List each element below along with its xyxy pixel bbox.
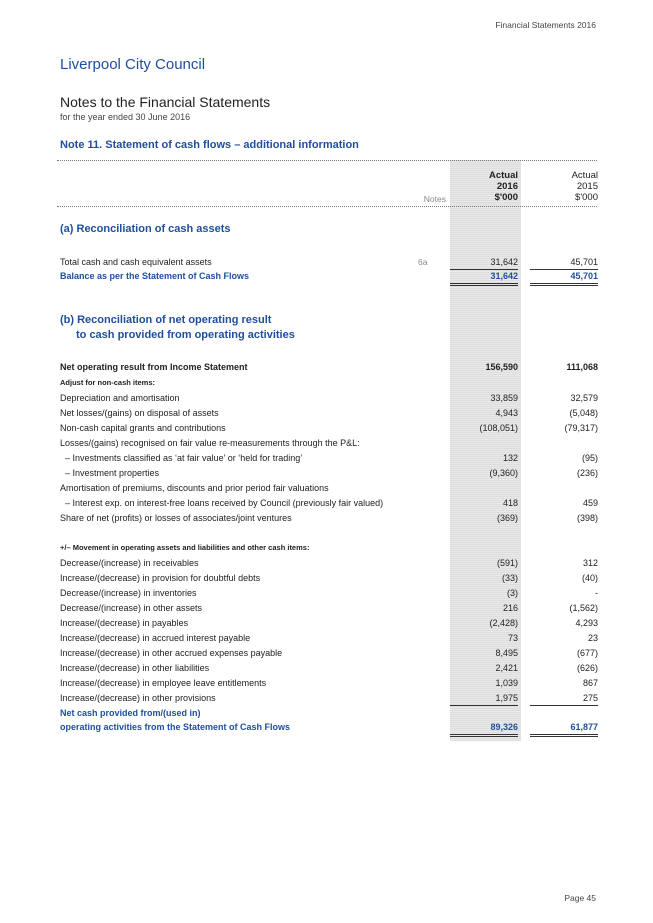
row-label: operating activities from the Statement of Cash Flows (60, 722, 291, 732)
column-header-2015: Actual 2015 $'000 (571, 170, 598, 203)
row-label: Increase/(decrease) in other accrued expenses payable (60, 648, 283, 658)
value-2016: 418 (502, 498, 518, 508)
value-2016: (9,360) (489, 468, 518, 478)
value-2015: 459 (582, 498, 598, 508)
row-label: – Investments classified as ‘at fair value’ or ‘held for trading’ (60, 453, 303, 463)
value-2015: (677) (576, 648, 598, 658)
table-row (60, 706, 598, 720)
value-2016: (2,428) (489, 618, 518, 628)
table-row (60, 436, 598, 450)
value-2015: 61,877 (530, 720, 598, 737)
row-label: Depreciation and amortisation (60, 393, 180, 403)
value-2015: (5,048) (569, 408, 598, 418)
row-label: Increase/(decrease) in other liabilities (60, 663, 210, 673)
value-2015: 4,293 (575, 618, 598, 628)
page-number: Page 45 (564, 893, 596, 903)
value-2015: 867 (582, 678, 598, 688)
section-b-title: (b) Reconciliation of net operating result to cash provided from operating activities (60, 314, 295, 341)
table-row (60, 676, 598, 690)
value-2016: 216 (502, 603, 518, 613)
header-top-rule (57, 160, 597, 161)
value-2016: 4,943 (495, 408, 518, 418)
row-label: Increase/(decrease) in employee leave entitlements (60, 678, 267, 688)
value-2015: (40) (581, 573, 598, 583)
table-row (60, 586, 598, 600)
row-label: Decrease/(increase) in receivables (60, 558, 199, 568)
value-2015: 23 (587, 633, 598, 643)
value-2015: (95) (581, 453, 598, 463)
table-row (60, 601, 598, 615)
row-label: Losses/(gains) recognised on fair value re-measurements through the P&L: (60, 438, 360, 448)
row-label: Increase/(decrease) in provision for doubtful debts (60, 573, 261, 583)
table-row: Balance as per the Statement of Cash Flows 31,642 45,701 (60, 269, 598, 283)
table-row (60, 541, 598, 555)
row-label: Non-cash capital grants and contributions (60, 423, 226, 433)
value-2015: (398) (576, 513, 598, 523)
value-2016: (108,051) (479, 423, 518, 433)
row-label: Increase/(decrease) in accrued interest payable (60, 633, 251, 643)
table-row (60, 661, 598, 675)
value-2016: (591) (496, 558, 518, 568)
value-2016: (369) (496, 513, 518, 523)
value-2016: 132 (502, 453, 518, 463)
row-label: Net cash provided from/(used in) (60, 708, 201, 718)
notes-column-header: Notes (423, 194, 446, 204)
table-row (60, 631, 598, 645)
table-row (60, 481, 598, 495)
council-name: Liverpool City Council (60, 56, 206, 73)
row-label: Decrease/(increase) in other assets (60, 603, 203, 613)
value-2016: (3) (507, 588, 518, 598)
table-row (60, 466, 598, 480)
table-row (60, 511, 598, 525)
table-row (60, 406, 598, 420)
value-2016: 2,421 (495, 663, 518, 673)
table-row (60, 646, 598, 660)
row-label: Share of net (profits) or losses of associates/joint ventures (60, 513, 292, 523)
table-row (60, 421, 598, 435)
value-2016: (33) (501, 573, 518, 583)
table-row (60, 556, 598, 570)
table-row (60, 391, 598, 405)
value-2015: 275 (530, 691, 598, 706)
header-bottom-rule (57, 206, 597, 207)
table-row: Total cash and cash equivalent assets 6a 31,642 45,701 (60, 255, 598, 269)
row-label: Decrease/(increase) in inventories (60, 588, 197, 598)
value-2016: 156,590 (485, 362, 518, 372)
page-title: Notes to the Financial Statements (60, 94, 271, 110)
table-row (60, 496, 598, 510)
column-header-2016: Actual 2016 $'000 (488, 170, 518, 203)
value-2015: 111,068 (566, 362, 598, 372)
document-header: Financial Statements 2016 (495, 20, 596, 30)
value-2015: (236) (576, 468, 598, 478)
table-row (60, 691, 598, 705)
value-2015: - (595, 588, 598, 598)
value-2015: (1,562) (569, 603, 598, 613)
value-2016: 1,975 (450, 691, 518, 706)
table-row (60, 720, 598, 734)
row-label: Amortisation of premiums, discounts and prior period fair valuations (60, 483, 329, 493)
row-label: Adjust for non-cash items: (60, 378, 156, 387)
value-2016: 89,326 (450, 720, 518, 737)
value-2016: 8,495 (495, 648, 518, 658)
row-label: – Investment properties (60, 468, 160, 478)
value-2015: 312 (582, 558, 598, 568)
value-2016: 73 (507, 633, 518, 643)
table-row (60, 376, 598, 390)
section-a-title: (a) Reconciliation of cash assets (60, 223, 231, 235)
value-2016: 33,859 (490, 393, 518, 403)
row-label: – Interest exp. on interest-free loans received by Council (previously fair valued) (60, 498, 384, 508)
value-2015: 32,579 (570, 393, 598, 403)
row-label: Increase/(decrease) in other provisions (60, 693, 216, 703)
page-subtitle: for the year ended 30 June 2016 (60, 112, 191, 122)
table-row (60, 616, 598, 630)
value-2016: 1,039 (495, 678, 518, 688)
table-row (60, 360, 598, 374)
table-row (60, 571, 598, 585)
row-label: Net losses/(gains) on disposal of assets (60, 408, 219, 418)
row-label: +/– Movement in operating assets and liabilities and other cash items: (60, 543, 310, 552)
row-label: Net operating result from Income Statement (60, 362, 248, 372)
value-2015: (79,317) (564, 423, 598, 433)
value-2015: (626) (576, 663, 598, 673)
row-label: Increase/(decrease) in payables (60, 618, 189, 628)
table-row (60, 451, 598, 465)
note-title: Note 11. Statement of cash flows – additional information (60, 139, 359, 151)
